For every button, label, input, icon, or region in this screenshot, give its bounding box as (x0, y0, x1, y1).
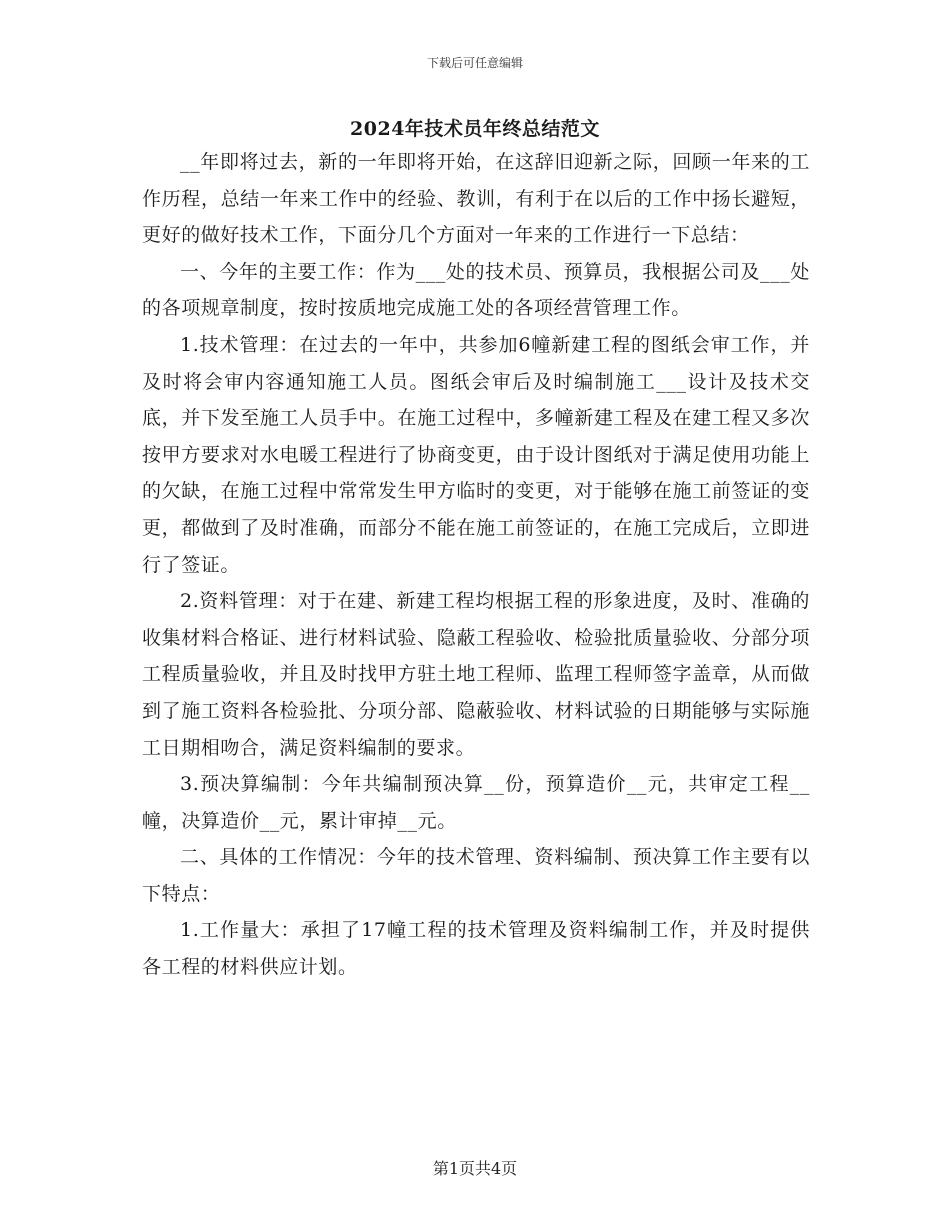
paragraph: 1.工作量大：承担了17幢工程的技术管理及资料编制工作，并及时提供各工程的材料供应计划。 (142, 919, 810, 979)
paragraph: 3.预决算编制：今年共编制预决算__份，预算造价__元，共审定工程__幢，决算造价__元，累计审掉__元。 (142, 773, 810, 832)
paragraph: 1.技术管理：在过去的一年中，共参加6幢新建工程的图纸会审工作，并及时将会审内容通知施工人员。图纸会审后及时编制施工___设计及技术交底，并下发至施工人员手中。在施工过程中，多幢新建工程及在建工程又多次按甲方要求对水电暖工程进行了协商变更，由于设计图纸对于满足使用功能上的欠缺，在施工过程中常常发生甲方临时的变更，对于能够在施工前签证的变更，都做到了及时准确，而部分不能在施工前签证的，在施工完成后，立即进行了签证。 (142, 333, 810, 576)
page-number: 第1页共4页 (432, 1159, 518, 1178)
paragraph: 一、今年的主要工作：作为___处的技术员、预算员，我根据公司及___处的各项规章制度，按时按质地完成施工处的各项经营管理工作。 (142, 260, 810, 320)
header-note: 下载后可任意编辑 (426, 56, 523, 70)
paragraph: 2.资料管理：对于在建、新建工程均根据工程的形象进度，及时、准确的收集材料合格证、进行材料试验、隐蔽工程验收、检验批质量验收、分部分项工程质量验收，并且及时找甲方驻土地工程师、监理工程师签字盖章，从而做到了施工资料各检验批、分项分部、隐蔽验收、材料试验的日期能够与实际施工日期相吻合，满足资料编制的要求。 (142, 590, 810, 759)
document-title: 2024年技术员年终总结范文 (350, 118, 600, 140)
paragraph: 二、具体的工作情况：今年的技术管理、资料编制、预决算工作主要有以下特点： (142, 846, 810, 905)
paragraph: __年即将过去，新的一年即将开始，在这辞旧迎新之际，回顾一年来的工作历程，总结一年来工作中的经验、教训，有利于在以后的工作中扬长避短，更好的做好技术工作，下面分几个方面对一年来的工作进行一下总结： (142, 151, 810, 247)
document-body (142, 144, 810, 986)
